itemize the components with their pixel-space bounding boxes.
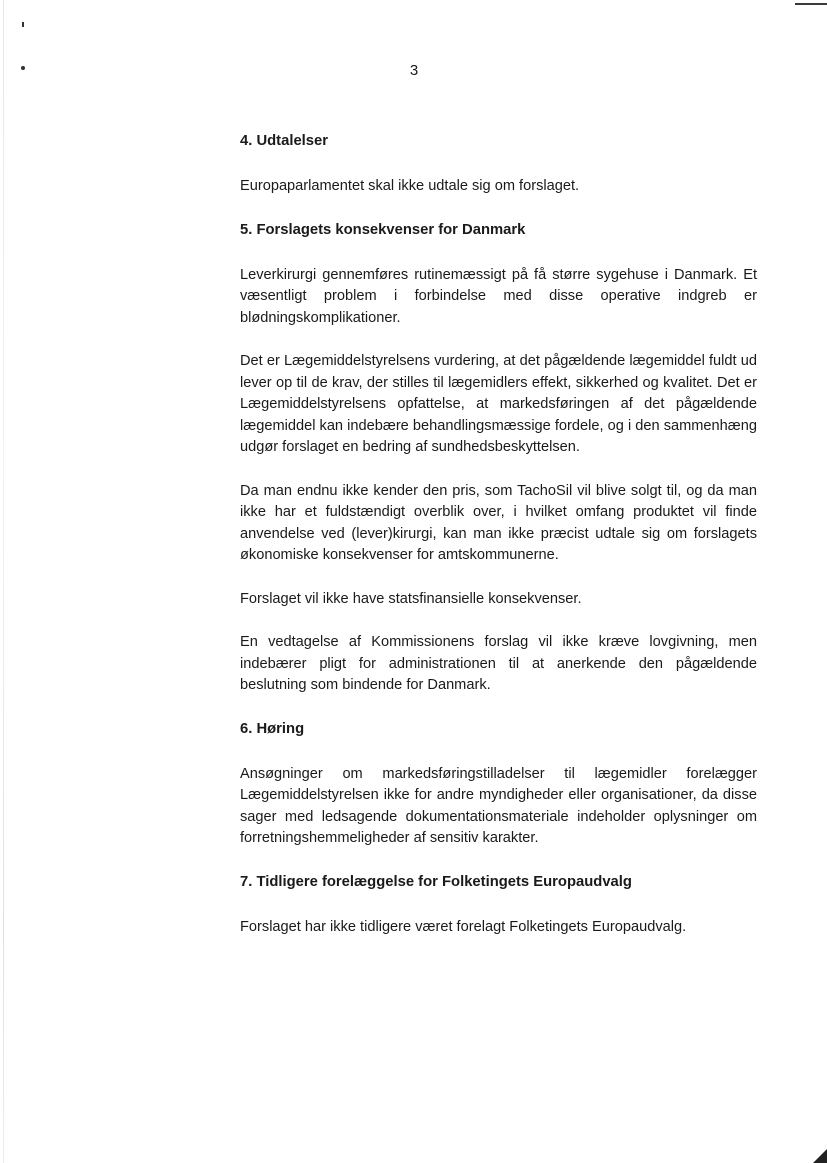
scan-edge (3, 0, 4, 1163)
paragraph: Ansøgninger om markedsføringstilladelser til lægemidler forelægger Lægemiddelstyrelsen ikke for andre myndigheder eller organisationer, da disse sager med ledsagende dokumentationsmateriale indeholder oplysninger om forretningshemmeligheder af sensitiv karakter. (240, 765, 757, 846)
paragraph: Leverkirurgi gennemføres rutinemæssigt på få større sygehuse i Danmark. Et væsentligt problem i forbindelse med disse operative indgreb er blødningskomplikationer. (240, 266, 757, 326)
paragraph: Forslaget har ikke tidligere været forelagt Folketingets Europaudvalg. (240, 918, 687, 935)
page-number: 3 (409, 62, 419, 79)
section-heading: 4. Udtalelser (240, 133, 329, 149)
section-udtalelser (240, 131, 757, 198)
section-heading: 5. Forslagets konsekvenser for Danmark (240, 221, 526, 238)
section-hoering (240, 719, 757, 850)
section-konsekvenser (240, 220, 757, 697)
section-heading: 7. Tidligere forelæggelse for Folketingets Europaudvalg (240, 873, 632, 890)
scan-mark (22, 22, 24, 27)
section-heading: 6. Høring (240, 720, 305, 737)
paragraph: Da man endnu ikke kender den pris, som TachoSil vil blive solgt til, og da man ikke har et fuldstændigt overblik over, i hvilket omfang produktet vil finde anvendelse ved (lever)kirurgi, kan man ikke præcist udtale sig om forslagets økonomiske konsekvenser for amtskommunerne. (240, 482, 757, 563)
paragraph: Europaparlamentet skal ikke udtale sig om forslaget. (240, 178, 580, 194)
scan-corner-line (795, 3, 827, 5)
document-body (240, 131, 757, 960)
paragraph: Det er Lægemiddelstyrelsens vurdering, at det pågældende lægemiddel fuldt ud lever op til de krav, der stilles til lægemidlers effekt, sikkerhed og kvalitet. Det er Lægemiddelstyrelsens opfattelse, at markedsføringen af det pågældende lægemiddel kan indebære behandlingsmæssige fordele, og i den sammenhæng udgør forslaget en bedring af sundhedsbeskyttelsen. (240, 353, 757, 455)
paragraph: Forslaget vil ikke have statsfinansielle konsekvenser. (240, 590, 582, 607)
section-tidligere-forelaeggelse (240, 872, 757, 939)
paragraph: En vedtagelse af Kommissionens forslag vil ikke kræve lovgivning, men indebærer pligt for administrationen til at anerkende den pågældende beslutning som bindende for Danmark. (240, 634, 757, 693)
scan-corner-mark (813, 1149, 827, 1163)
